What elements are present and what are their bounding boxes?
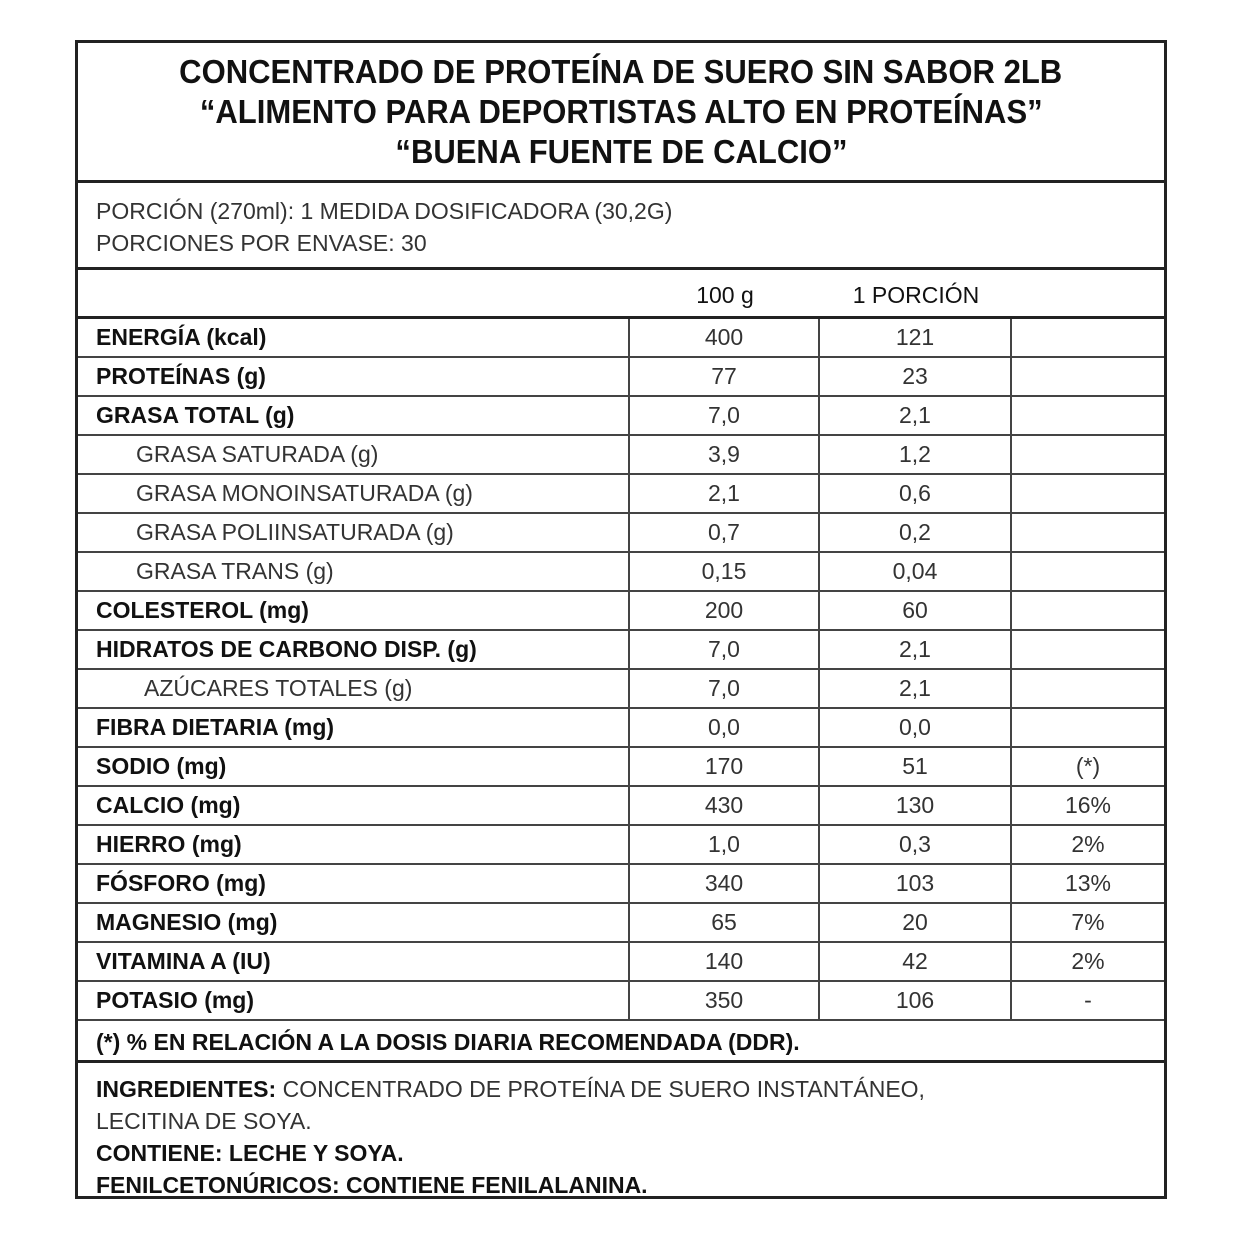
- value-per-100g: 350: [630, 982, 820, 1019]
- value-per-100g: 7,0: [630, 631, 820, 668]
- table-row: [78, 865, 1164, 904]
- claim-calcium: “BUENA FUENTE DE CALCIO”: [394, 132, 848, 170]
- claim-protein: “ALIMENTO PARA DEPORTISTAS ALTO EN PROTEÍNAS”: [199, 92, 1043, 130]
- column-header-100g: 100 g: [696, 282, 754, 308]
- label-title: [78, 43, 1164, 183]
- ingredients-line-1: [96, 1073, 1164, 1105]
- nutrient-name: COLESTEROL (mg): [78, 592, 630, 629]
- footnote: (*) % EN RELACIÓN A LA DOSIS DIARIA RECOMENDADA (DDR).: [78, 1021, 1164, 1063]
- value-per-100g: 0,7: [630, 514, 820, 551]
- column-header-portion: 1 PORCIÓN: [852, 282, 980, 308]
- nutrient-name: MAGNESIO (mg): [78, 904, 630, 941]
- nutrient-name: AZÚCARES TOTALES (g): [78, 670, 630, 707]
- value-per-portion: 1,2: [820, 436, 1012, 473]
- table-row: [78, 631, 1164, 670]
- nutrient-name: GRASA POLIINSATURADA (g): [78, 514, 630, 551]
- value-per-100g: 340: [630, 865, 820, 902]
- table-row: [78, 514, 1164, 553]
- value-per-100g: 0,0: [630, 709, 820, 746]
- ingredients-section: [78, 1063, 1164, 1201]
- daily-value-percent: [1012, 709, 1164, 746]
- serving-size: PORCIÓN (270ml): 1 MEDIDA DOSIFICADORA (30,2G): [96, 198, 673, 224]
- daily-value-percent: 2%: [1071, 948, 1105, 974]
- nutrition-label: [75, 40, 1167, 1199]
- nutrient-name: GRASA TOTAL (g): [78, 397, 630, 434]
- value-per-100g: 7,0: [630, 397, 820, 434]
- daily-value-percent: (*): [1075, 753, 1101, 779]
- daily-value-percent: [1012, 514, 1164, 551]
- allergen-statement: CONTIENE: LECHE Y SOYA.: [96, 1140, 404, 1166]
- table-row: [78, 904, 1164, 943]
- value-per-portion: 51: [820, 748, 1012, 785]
- nutrient-name: POTASIO (mg): [78, 982, 630, 1019]
- daily-value-percent: [1012, 670, 1164, 707]
- daily-value-percent: 2%: [1071, 831, 1105, 857]
- nutrient-name: CALCIO (mg): [78, 787, 630, 824]
- value-per-100g: 2,1: [630, 475, 820, 512]
- value-per-100g: 400: [630, 319, 820, 356]
- table-row: [78, 319, 1164, 358]
- daily-value-percent: [1012, 631, 1164, 668]
- value-per-portion: 60: [820, 592, 1012, 629]
- value-per-portion: 0,2: [820, 514, 1012, 551]
- column-header: [78, 270, 1164, 319]
- nutrient-name: GRASA TRANS (g): [78, 553, 630, 590]
- value-per-portion: 0,3: [820, 826, 1012, 863]
- value-per-100g: 140: [630, 943, 820, 980]
- ingredients-label: INGREDIENTES:: [96, 1076, 277, 1102]
- product-name: CONCENTRADO DE PROTEÍNA DE SUERO SIN SABOR 2LB: [179, 52, 1063, 90]
- nutrient-name: FIBRA DIETARIA (mg): [78, 709, 630, 746]
- daily-value-percent: [1012, 553, 1164, 590]
- daily-value-percent: -: [1084, 987, 1092, 1013]
- value-per-portion: 2,1: [820, 631, 1012, 668]
- daily-value-percent: 13%: [1064, 870, 1112, 896]
- nutrient-table: [78, 319, 1164, 1021]
- table-row: [78, 787, 1164, 826]
- nutrient-name: ENERGÍA (kcal): [78, 319, 630, 356]
- daily-value-percent: [1012, 397, 1164, 434]
- table-row: [78, 982, 1164, 1021]
- value-per-100g: 430: [630, 787, 820, 824]
- phenylketonuric-warning: FENILCETONÚRICOS: CONTIENE FENILALANINA.: [96, 1172, 648, 1198]
- value-per-portion: 121: [820, 319, 1012, 356]
- table-row: [78, 670, 1164, 709]
- daily-value-percent: [1012, 592, 1164, 629]
- table-row: [78, 397, 1164, 436]
- nutrient-name: GRASA MONOINSATURADA (g): [78, 475, 630, 512]
- daily-value-percent: 16%: [1064, 792, 1112, 818]
- nutrient-name: SODIO (mg): [78, 748, 630, 785]
- table-row: [78, 553, 1164, 592]
- value-per-100g: 1,0: [630, 826, 820, 863]
- column-header-spacer: [78, 270, 630, 316]
- daily-value-percent: 7%: [1071, 909, 1105, 935]
- value-per-portion: 0,6: [820, 475, 1012, 512]
- table-row: [78, 358, 1164, 397]
- table-row: [78, 826, 1164, 865]
- daily-value-percent: [1012, 475, 1164, 512]
- nutrient-name: HIERRO (mg): [78, 826, 630, 863]
- ingredients-line-2: LECITINA DE SOYA.: [96, 1108, 312, 1134]
- nutrient-name: FÓSFORO (mg): [78, 865, 630, 902]
- value-per-portion: 103: [820, 865, 1012, 902]
- daily-value-percent: [1012, 436, 1164, 473]
- value-per-100g: 77: [630, 358, 820, 395]
- value-per-100g: 7,0: [630, 670, 820, 707]
- value-per-100g: 3,9: [630, 436, 820, 473]
- value-per-100g: 65: [630, 904, 820, 941]
- nutrient-name: GRASA SATURADA (g): [78, 436, 630, 473]
- value-per-portion: 0,0: [820, 709, 1012, 746]
- value-per-portion: 23: [820, 358, 1012, 395]
- value-per-portion: 106: [820, 982, 1012, 1019]
- value-per-portion: 2,1: [820, 397, 1012, 434]
- nutrient-name: PROTEÍNAS (g): [78, 358, 630, 395]
- value-per-100g: 0,15: [630, 553, 820, 590]
- daily-value-percent: [1012, 358, 1164, 395]
- table-row: [78, 592, 1164, 631]
- daily-value-percent: [1012, 319, 1164, 356]
- nutrient-name: VITAMINA A (IU): [78, 943, 630, 980]
- table-row: [78, 475, 1164, 514]
- value-per-portion: 130: [820, 787, 1012, 824]
- table-row: [78, 748, 1164, 787]
- value-per-100g: 170: [630, 748, 820, 785]
- value-per-portion: 20: [820, 904, 1012, 941]
- servings-per-container: PORCIONES POR ENVASE: 30: [96, 230, 427, 256]
- nutrient-name: HIDRATOS DE CARBONO DISP. (g): [78, 631, 630, 668]
- value-per-portion: 2,1: [820, 670, 1012, 707]
- value-per-portion: 0,04: [820, 553, 1012, 590]
- table-row: [78, 943, 1164, 982]
- ingredients-text-1: CONCENTRADO DE PROTEÍNA DE SUERO INSTANTÁNEO,: [276, 1076, 925, 1102]
- value-per-100g: 200: [630, 592, 820, 629]
- table-row: [78, 436, 1164, 475]
- table-row: [78, 709, 1164, 748]
- serving-info: [78, 183, 1164, 270]
- value-per-portion: 42: [820, 943, 1012, 980]
